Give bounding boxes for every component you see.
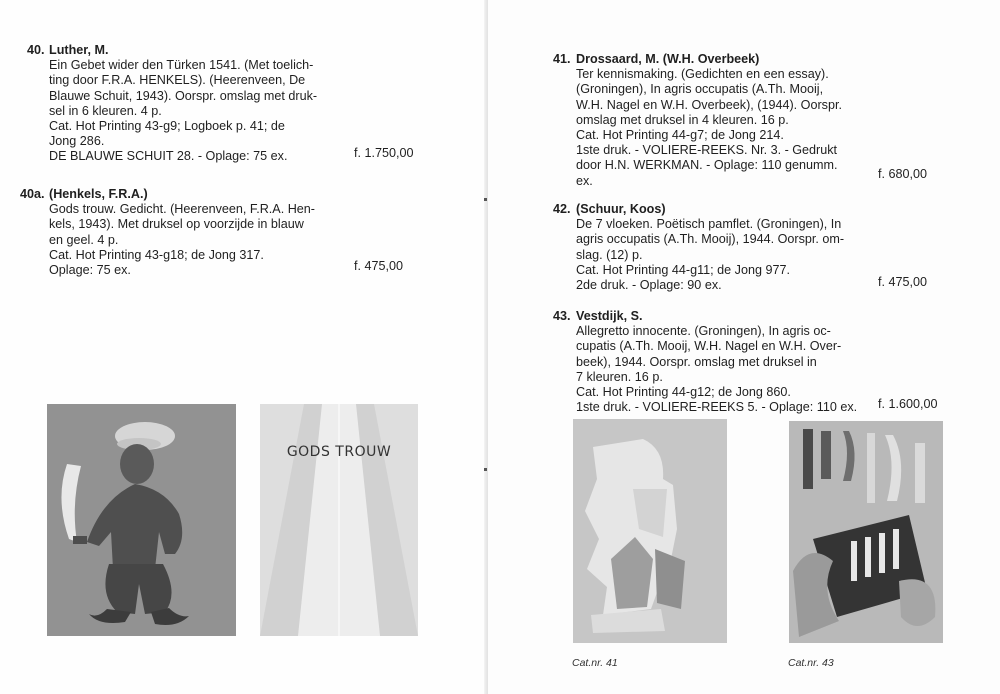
- entry-line: De 7 vloeken. Poëtisch pamflet. (Groningen), In: [576, 217, 842, 232]
- entry-line: Oplage: 75 ex.: [49, 263, 131, 278]
- entry-number: 41.: [553, 52, 571, 66]
- entry-line: ting door F.R.A. HENKELS). (Heerenveen, De: [49, 73, 306, 88]
- cat-43-cover-illustration: [789, 421, 943, 643]
- entry-price: f. 1.600,00: [878, 397, 938, 411]
- entry-author: Luther, M.: [49, 43, 109, 57]
- entry-price: f. 1.750,00: [354, 146, 414, 160]
- gutter-mark: [484, 198, 487, 201]
- entry-number: 40.: [27, 43, 45, 57]
- entry-author: Drossaard, M. (W.H. Overbeek): [576, 52, 760, 66]
- left-page: [0, 0, 488, 694]
- entry-line: kels, 1943). Met druksel op voorzijde in blauw: [49, 217, 304, 232]
- entry-line: 1ste druk. - VOLIERE-REEKS. Nr. 3. - Gedrukt: [576, 143, 838, 158]
- entry-number: 40a.: [20, 187, 45, 201]
- right-page: [488, 0, 1000, 694]
- entry-author: (Schuur, Koos): [576, 202, 666, 216]
- entry-line: Ter kennismaking. (Gedichten en een essay).: [576, 67, 829, 82]
- entry-line: door H.N. WERKMAN. - Oplage: 110 genumm.: [576, 158, 838, 173]
- entry-author: (Henkels, F.R.A.): [49, 187, 148, 201]
- entry-author: Vestdijk, S.: [576, 309, 643, 323]
- entry-line: beek), 1944. Oorspr. omslag met druksel in: [576, 354, 817, 369]
- entry-line: 7 kleuren. 16 p.: [576, 369, 663, 384]
- caption-cat-41: Cat.nr. 41: [572, 657, 618, 669]
- entry-line: DE BLAUWE SCHUIT 28. - Oplage: 75 ex.: [49, 149, 288, 164]
- turk-figure-image: [47, 404, 236, 636]
- entry-line: Blauwe Schuit, 1943). Oorspr. omslag met druk-: [49, 88, 318, 103]
- entry-number: 43.: [553, 309, 571, 323]
- entry-line: agris occupatis (A.Th. Mooij), 1944. Oorspr. om-: [576, 232, 845, 247]
- entry-line: en geel. 4 p.: [49, 232, 119, 247]
- entry-line: W.H. Nagel en W.H. Overbeek), (1944). Oorspr.: [576, 97, 842, 112]
- abstract-bird-image: [789, 421, 943, 643]
- entry-line: sel in 6 kleuren. 4 p.: [49, 103, 162, 118]
- entry-price: f. 680,00: [878, 167, 928, 181]
- entry-line: Cat. Hot Printing 43-g9; Logboek p. 41; de: [49, 119, 285, 134]
- cover-title-text: GODS TROUW: [286, 444, 392, 460]
- entry-line: (Groningen), In agris occupatis (A.Th. Mooij,: [576, 82, 824, 97]
- entry-price: f. 475,00: [878, 275, 928, 289]
- entry-line: Jong 286.: [49, 134, 105, 149]
- entry-price: f. 475,00: [354, 259, 404, 273]
- entry-number: 42.: [553, 202, 571, 216]
- entry-line: Cat. Hot Printing 44-g12; de Jong 860.: [576, 385, 791, 400]
- entry-line: Gods trouw. Gedicht. (Heerenveen, F.R.A. Hen-: [49, 202, 315, 217]
- gutter-mark: [484, 468, 487, 471]
- luther-cover-illustration: [47, 404, 236, 636]
- light-beam-image: [260, 404, 418, 636]
- entry-line: omslag met druksel in 4 kleuren. 16 p.: [576, 112, 789, 127]
- entry-line: Allegretto innocente. (Groningen), In agris oc-: [576, 324, 831, 339]
- caption-cat-43: Cat.nr. 43: [788, 657, 834, 669]
- abstract-collage-image: [573, 419, 727, 643]
- cat-41-cover-illustration: [573, 419, 727, 643]
- gods-trouw-cover-illustration: [260, 404, 418, 636]
- entry-line: slag. (12) p.: [576, 247, 643, 262]
- entry-line: Ein Gebet wider den Türken 1541. (Met toelich-: [49, 58, 314, 73]
- entry-line: ex.: [576, 173, 593, 188]
- entry-line: Cat. Hot Printing 44-g7; de Jong 214.: [576, 128, 784, 143]
- entry-line: Cat. Hot Printing 43-g18; de Jong 317.: [49, 247, 264, 262]
- entry-line: Cat. Hot Printing 44-g11; de Jong 977.: [576, 262, 790, 277]
- entry-line: 1ste druk. - VOLIERE-REEKS 5. - Oplage: 110 ex.: [576, 400, 858, 415]
- entry-line: 2de druk. - Oplage: 90 ex.: [576, 278, 722, 293]
- entry-line: cupatis (A.Th. Mooij, W.H. Nagel en W.H. Over-: [576, 339, 842, 354]
